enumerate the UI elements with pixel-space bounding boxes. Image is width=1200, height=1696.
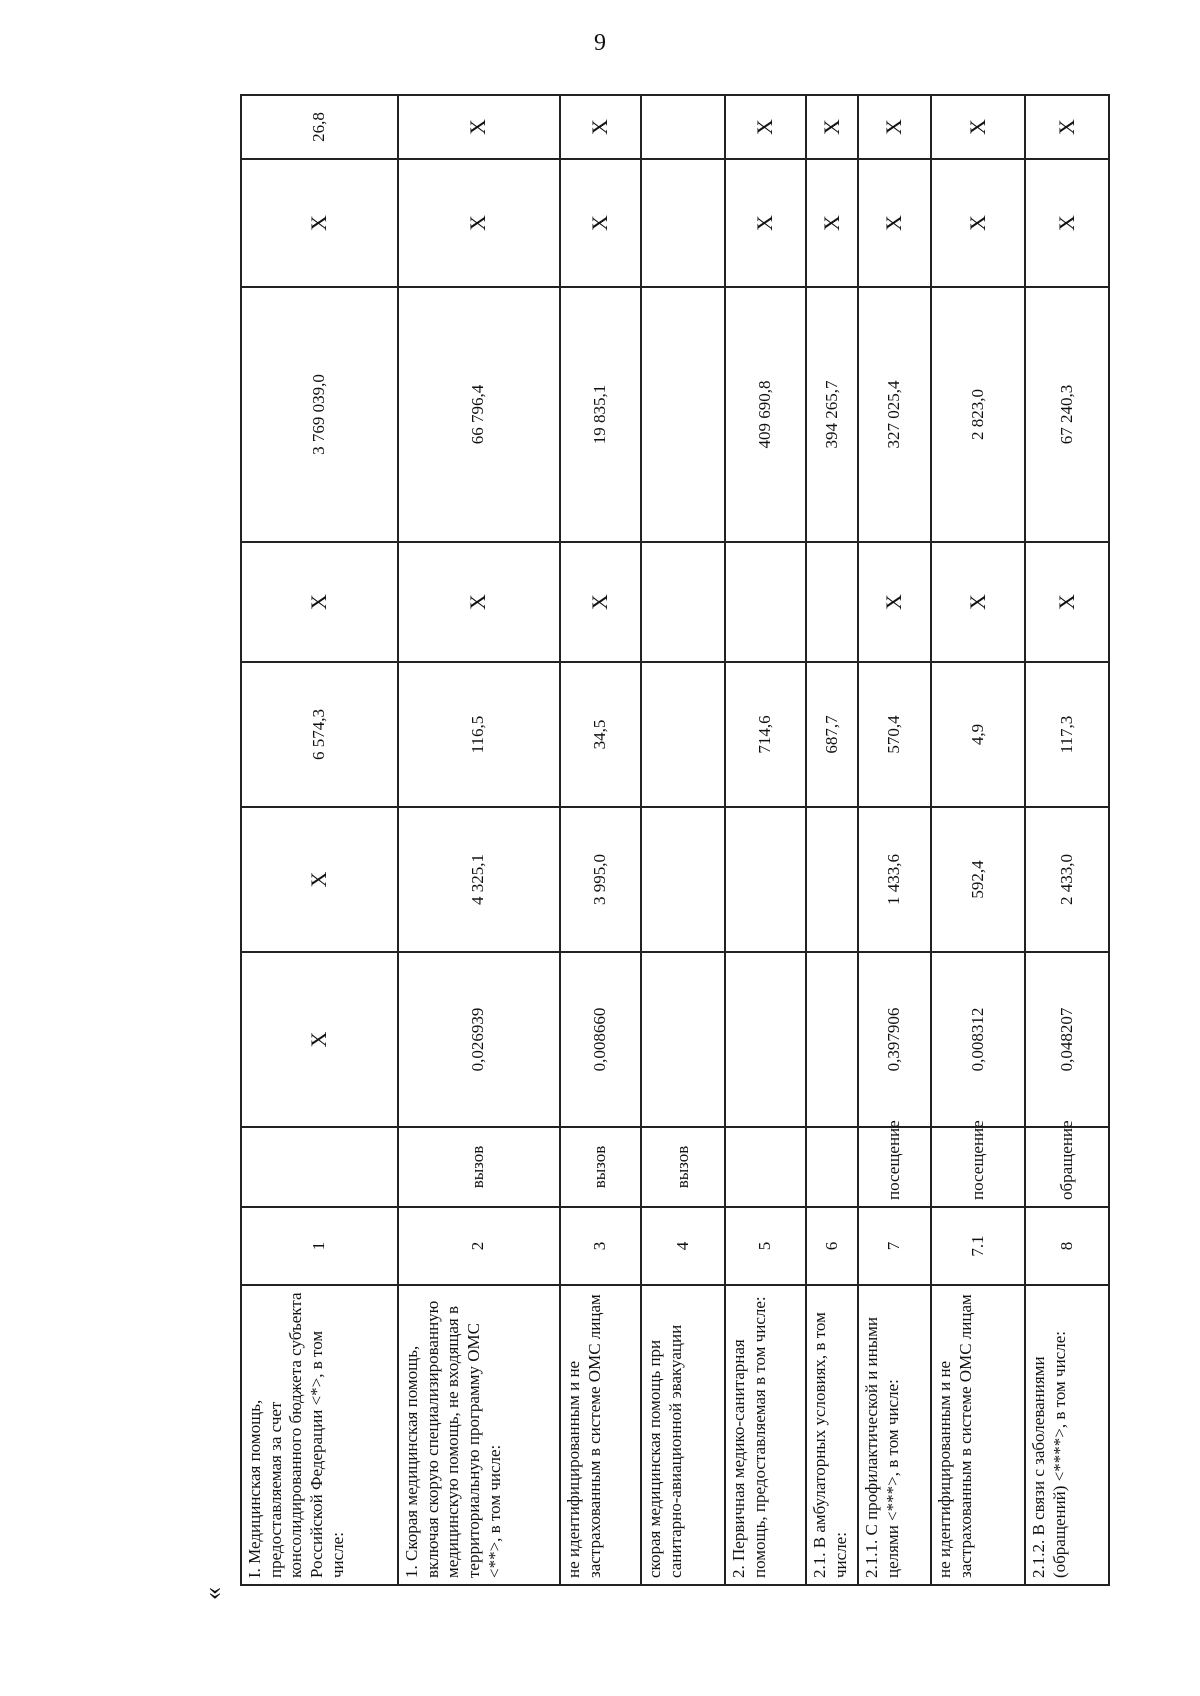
table-row: [398, 95, 560, 1585]
cell-c3: 117,3: [1025, 662, 1109, 807]
cell-c4: X: [398, 542, 560, 662]
cell-name: 2.1.1. С профилактической и иными целями <***>, в том числе:: [858, 1285, 931, 1585]
cell-c5: 2 823,0: [931, 287, 1025, 542]
cell-name: не идентифицированным и не застрахованным в системе ОМС лицам: [560, 1285, 642, 1585]
rotated-table-frame: [240, 96, 1110, 1586]
cell-num: 1: [241, 1207, 398, 1285]
cell-c1: 0,008312: [931, 952, 1025, 1127]
cell-c6: X: [560, 159, 642, 287]
cell-c6: X: [1025, 159, 1109, 287]
cell-c6: X: [398, 159, 560, 287]
cell-c4: X: [1025, 542, 1109, 662]
cell-unit: вызов: [398, 1127, 560, 1207]
cell-c2: 2 433,0: [1025, 807, 1109, 952]
table-row: [725, 95, 807, 1585]
cell-c4: [641, 542, 725, 662]
cell-c3: 6 574,3: [241, 662, 398, 807]
page-number: 9: [594, 30, 606, 56]
cell-c7: X: [560, 95, 642, 159]
cell-c5: [641, 287, 725, 542]
cell-c4: X: [931, 542, 1025, 662]
cell-c3: 34,5: [560, 662, 642, 807]
table-row: [1025, 95, 1109, 1585]
cell-c3: 570,4: [858, 662, 931, 807]
cell-c6: X: [931, 159, 1025, 287]
table-body: [241, 95, 1109, 1585]
cell-c7: X: [1025, 95, 1109, 159]
table-row: [931, 95, 1025, 1585]
cell-c2: X: [241, 807, 398, 952]
cell-num: 5: [725, 1207, 807, 1285]
cell-c5: 394 265,7: [806, 287, 858, 542]
cell-unit: вызов: [560, 1127, 642, 1207]
cell-name: I. Медицинская помощь, предоставляемая за счет консолидированного бюджета субъекта Российской Федерации <*>, в том числе:: [241, 1285, 398, 1585]
cell-name: скорая медицинская помощь при санитарно-авиационной эвакуации: [641, 1285, 725, 1585]
cell-c2: 3 995,0: [560, 807, 642, 952]
cell-c2: 1 433,6: [858, 807, 931, 952]
cell-c3: 714,6: [725, 662, 807, 807]
cell-c5: 3 769 039,0: [241, 287, 398, 542]
cell-name: 2. Первичная медико-санитарная помощь, предоставляемая в том числе:: [725, 1285, 807, 1585]
cell-c1: X: [241, 952, 398, 1127]
cell-c5: 66 796,4: [398, 287, 560, 542]
cell-c3: 687,7: [806, 662, 858, 807]
cell-c1: [725, 952, 807, 1127]
cell-num: 7: [858, 1207, 931, 1285]
cell-c4: [725, 542, 807, 662]
cell-c6: [641, 159, 725, 287]
cell-c3: 116,5: [398, 662, 560, 807]
cell-c5: 19 835,1: [560, 287, 642, 542]
cell-unit: [806, 1127, 858, 1207]
cell-c1: 0,008660: [560, 952, 642, 1127]
cell-c7: X: [931, 95, 1025, 159]
cell-num: 3: [560, 1207, 642, 1285]
cell-name: не идентифицированным и не застрахованным в системе ОМС лицам: [931, 1285, 1025, 1585]
cell-unit: обращение: [1025, 1127, 1109, 1207]
cell-c4: X: [560, 542, 642, 662]
table-row: [241, 95, 398, 1585]
cell-c4: X: [858, 542, 931, 662]
cell-c1: 0,048207: [1025, 952, 1109, 1127]
cell-c2: 4 325,1: [398, 807, 560, 952]
cell-c7: 26,8: [241, 95, 398, 159]
table-container: [240, 96, 1110, 1586]
cell-c1: 0,026939: [398, 952, 560, 1127]
cell-c3: 4,9: [931, 662, 1025, 807]
cell-num: 2: [398, 1207, 560, 1285]
table-row: [858, 95, 931, 1585]
cell-c3: [641, 662, 725, 807]
table-row: [641, 95, 725, 1585]
cell-unit: посещение: [858, 1127, 931, 1207]
cell-unit: [725, 1127, 807, 1207]
cell-c5: 327 025,4: [858, 287, 931, 542]
cell-c4: [806, 542, 858, 662]
cell-c7: X: [398, 95, 560, 159]
cell-num: 7.1: [931, 1207, 1025, 1285]
cell-c2: 592,4: [931, 807, 1025, 952]
cell-c1: 0,397906: [858, 952, 931, 1127]
cell-c1: [641, 952, 725, 1127]
cell-c6: X: [858, 159, 931, 287]
cell-num: 8: [1025, 1207, 1109, 1285]
cell-c2: [725, 807, 807, 952]
cell-name: 2.1. В амбулаторных условиях, в том числе:: [806, 1285, 858, 1585]
cell-c2: [806, 807, 858, 952]
cell-unit: [241, 1127, 398, 1207]
cell-c2: [641, 807, 725, 952]
cell-name: 2.1.2. В связи с заболеваниями (обращений) <****>, в том числе:: [1025, 1285, 1109, 1585]
cell-c7: X: [858, 95, 931, 159]
cell-c7: X: [725, 95, 807, 159]
cell-c1: [806, 952, 858, 1127]
cell-name: 1. Скорая медицинская помощь, включая скорую специализированную медицинскую помощь, не входящая в территориальную программу ОМС <**>, в том числе:: [398, 1285, 560, 1585]
cell-c6: X: [241, 159, 398, 287]
cell-c6: X: [725, 159, 807, 287]
table-row: [560, 95, 642, 1585]
cell-unit: вызов: [641, 1127, 725, 1207]
quote-mark: «: [198, 1587, 227, 1600]
cell-c7: [641, 95, 725, 159]
cell-c5: 67 240,3: [1025, 287, 1109, 542]
cell-num: 6: [806, 1207, 858, 1285]
cell-num: 4: [641, 1207, 725, 1285]
cell-c6: X: [806, 159, 858, 287]
cell-c4: X: [241, 542, 398, 662]
cell-c7: X: [806, 95, 858, 159]
table-row: [806, 95, 858, 1585]
funding-table: [240, 94, 1110, 1586]
cell-unit: посещение: [931, 1127, 1025, 1207]
cell-c5: 409 690,8: [725, 287, 807, 542]
